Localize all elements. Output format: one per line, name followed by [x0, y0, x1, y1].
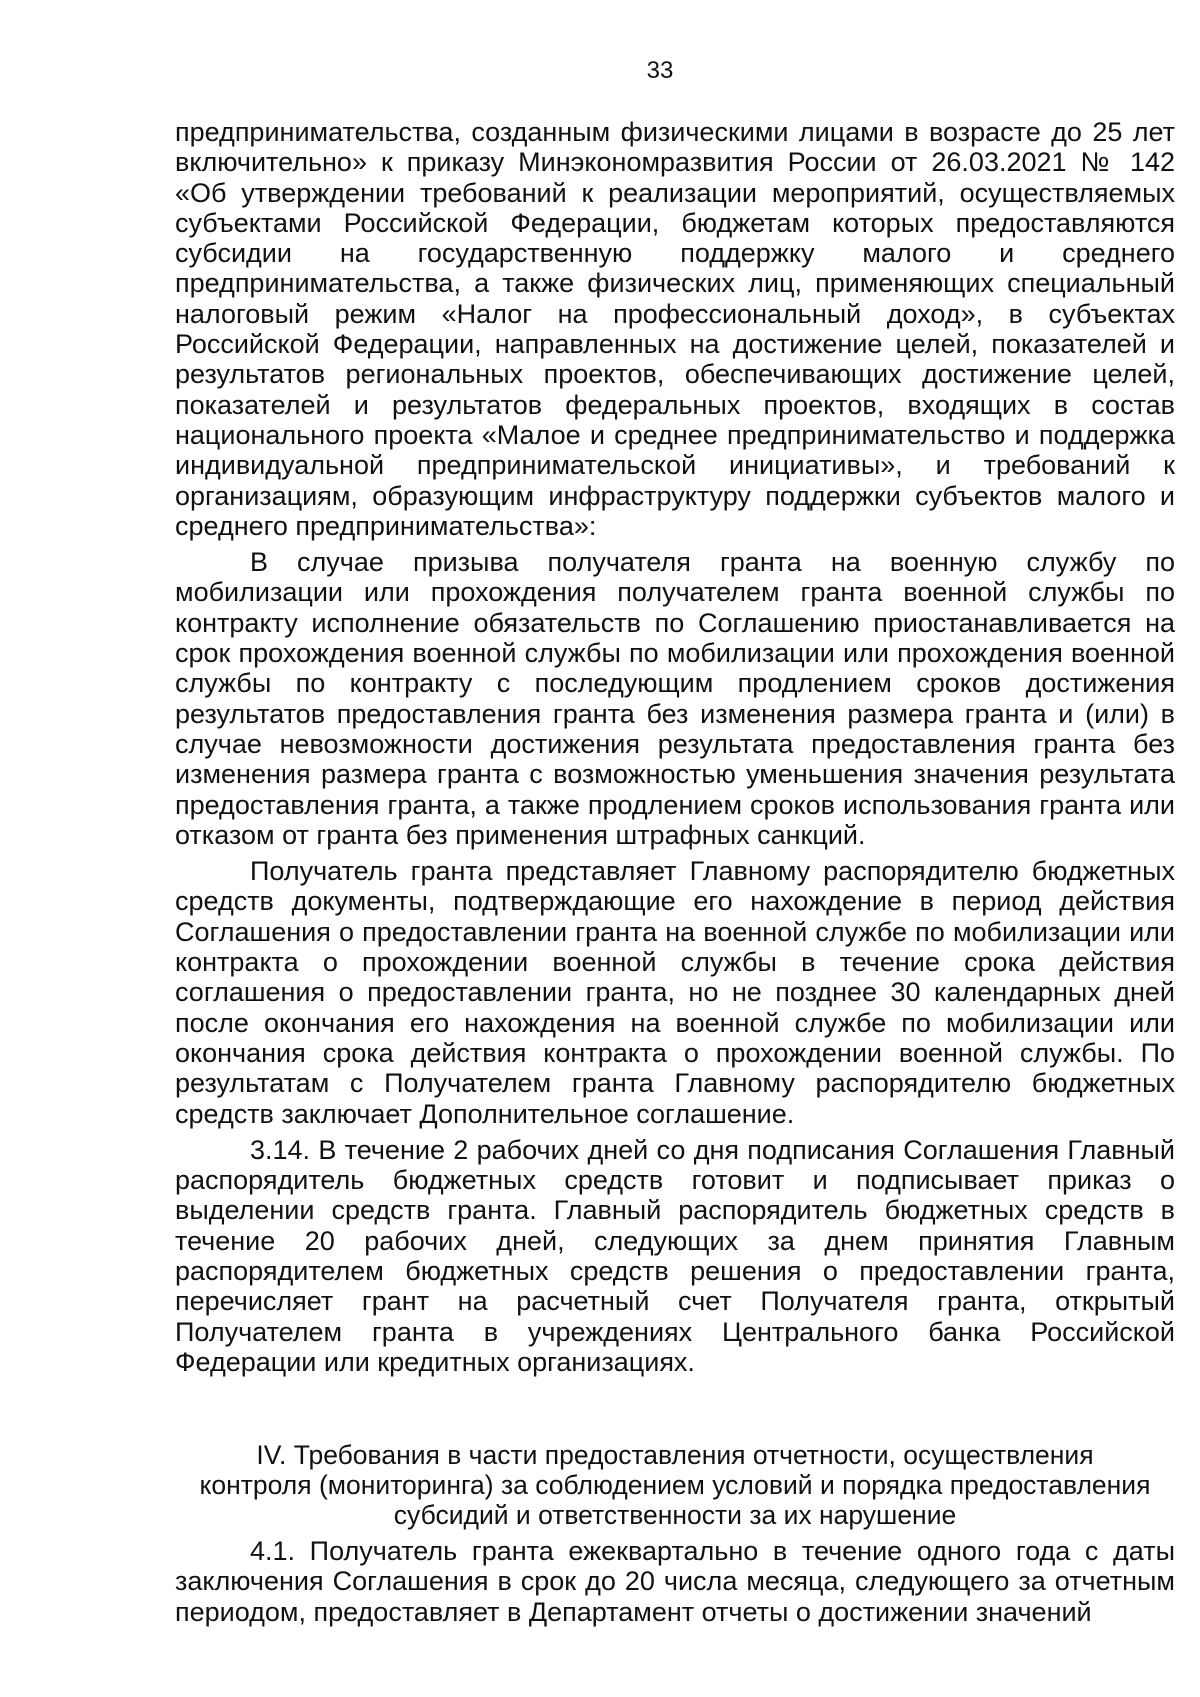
section-heading-line: контроля (мониторинга) за соблюдением условий и порядка предоставления: [199, 1470, 1151, 1501]
paragraph-4-1: 4.1. Получатель гранта ежеквартально в течение одного года с даты заключения Соглашения в срок до 20 числа месяца, следующего за отчетным периодом, предоставляет в Департамент отчеты о достижении значений: [175, 1536, 1175, 1627]
paragraph-3-14: 3.14. В течение 2 рабочих дней со дня подписания Соглашения Главный распорядитель бюджетных средств готовит и подписывает приказ о выделении средств гранта. Главный распорядитель бюджетных средств в течение 20 рабочих дней, следующих за днем принятия Главным распорядителем бюджетных средств решения о предоставлении гранта, перечисляет грант на расчетный счет Получателя гранта, открытый Получателем гранта в учреждениях Центрального банка Российской Федерации или кредитных организациях.: [175, 1134, 1175, 1377]
paragraph-documents: Получатель гранта представляет Главному распорядителю бюджетных средств документы, подтверждающие его нахождение в период действия Соглашения о предоставлении гранта на военной службе по мобилизации или контракта о прохождении военной службы в течение срока действия соглашения о предоставлении гранта, но не позднее 30 календарных дней после окончания его нахождения на военной службе по мобилизации или окончания срока действия контракта о прохождении военной службы. По результатам с Получателем гранта Главному распорядителю бюджетных средств заключает Дополнительное соглашение.: [175, 856, 1175, 1129]
section-heading-line: IV. Требования в части предоставления отчетности, осуществления: [256, 1440, 1094, 1471]
section-heading-iv: [175, 1440, 1175, 1530]
section-heading-line: субсидий и ответственности за их нарушение: [393, 1500, 957, 1531]
document-body: [175, 117, 1175, 1627]
paragraph-continuation: предпринимательства, созданным физическими лицами в возрасте до 25 лет включительно» к приказу Минэкономразвития России от 26.03.2021 № 142 «Об утверждении требований к реализации мероприятий, осуществляемых субъектами Российской Федерации, бюджетам которых предоставляются субсидии на государственную поддержку малого и среднего предпринимательства, а также физических лиц, применяющих специальный налоговый режим «Налог на профессиональный доход», в субъектах Российской Федерации, направленных на достижение целей, показателей и результатов региональных проектов, обеспечивающих достижение целей, показателей и результатов федеральных проектов, входящих в состав национального проекта «Малое и среднее предпринимательство и поддержка индивидуальной предпринимательской инициативы», и требований к организациям, образующим инфраструктуру поддержки субъектов малого и среднего предпринимательства»:: [175, 117, 1175, 541]
page-number: 33: [646, 57, 674, 84]
paragraph-mobilization: В случае призыва получателя гранта на военную службу по мобилизации или прохождения получателем гранта военной службы по контракту исполнение обязательств по Соглашению приостанавливается на срок прохождения военной службы по мобилизации или прохождения военной службы по контракту с последующим продлением сроков достижения результатов предоставления гранта без изменения размера гранта и (или) в случае невозможности достижения результата предоставления гранта без изменения размера гранта с возможностью уменьшения значения результата предоставления гранта, а также продлением сроков использования гранта или отказом от гранта без применения штрафных санкций.: [175, 547, 1175, 850]
